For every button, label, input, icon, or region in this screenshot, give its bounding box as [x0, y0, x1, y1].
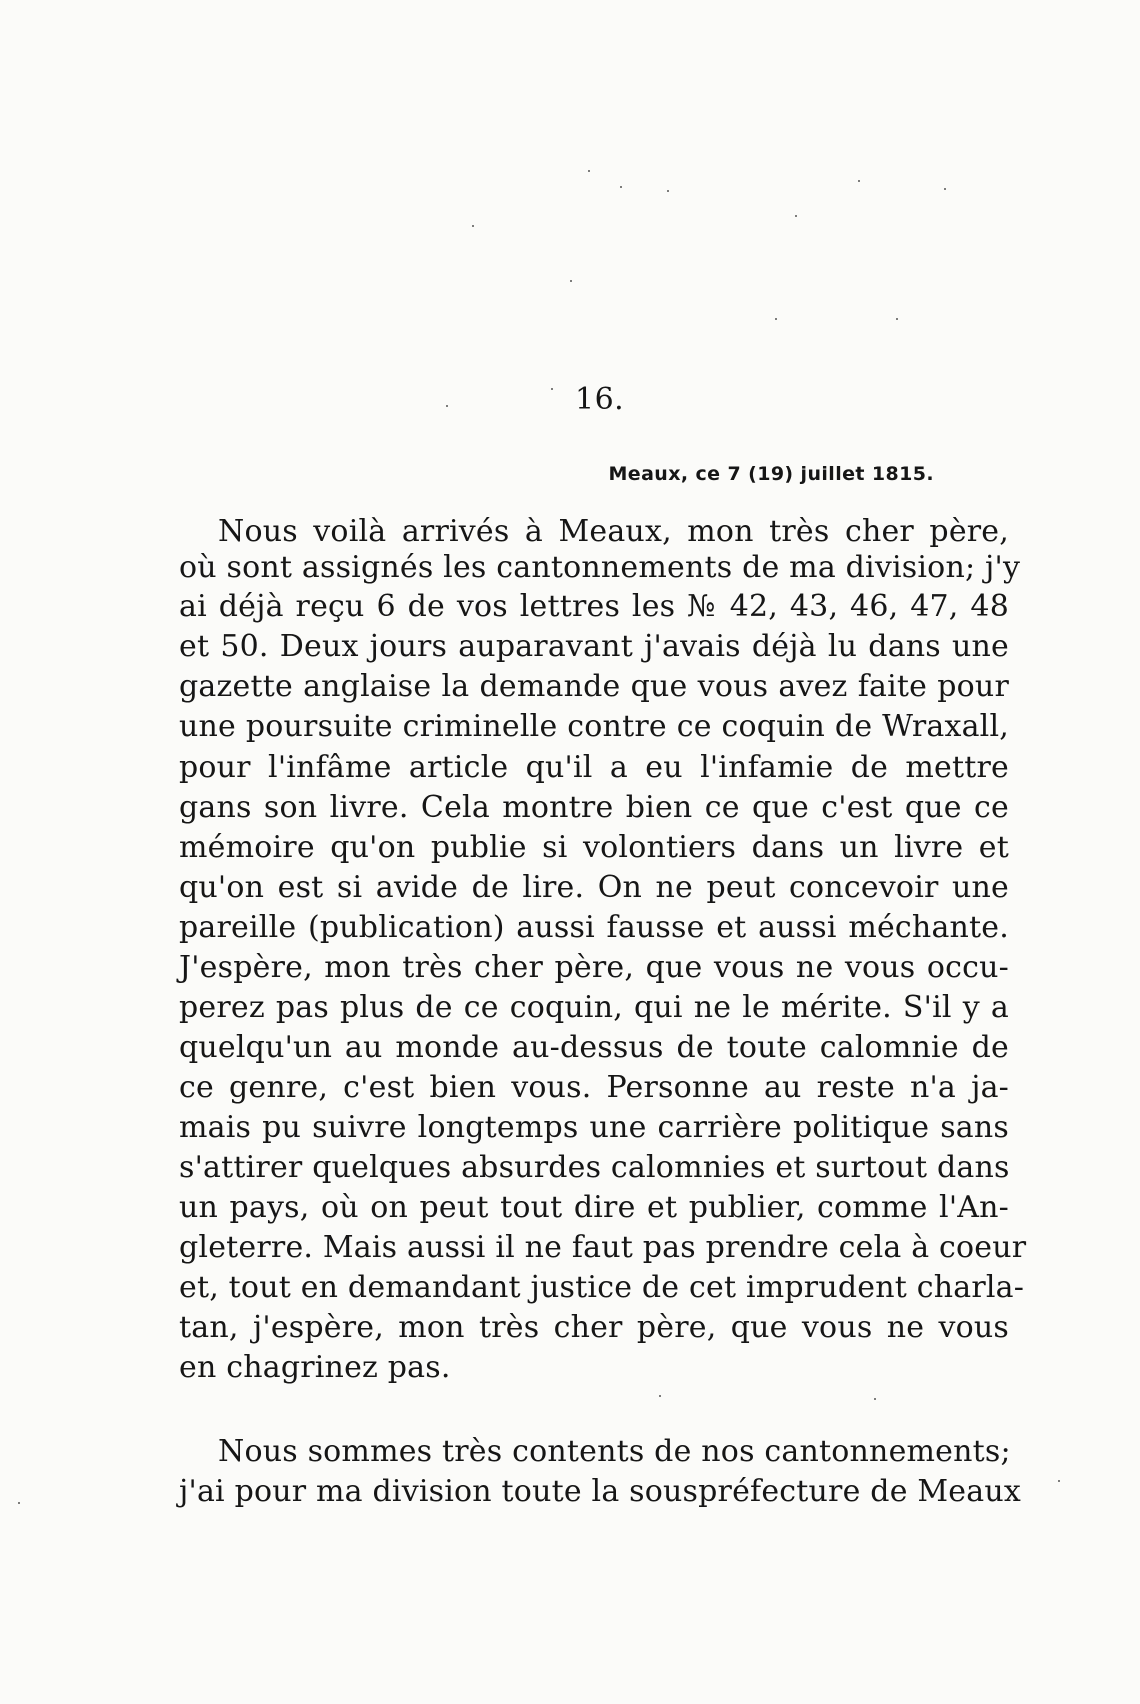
scan-speck	[667, 190, 669, 192]
scan-speck	[1058, 1480, 1060, 1482]
text-line: mémoire qu'on publie si volontiers dans un livre et	[179, 830, 1009, 865]
text-line: ce genre, c'est bien vous. Personne au reste n'a ja-	[179, 1070, 1009, 1105]
text-line: ai déjà reçu 6 de vos lettres les № 42, 43, 46, 47, 48	[179, 589, 1009, 624]
text-line: un pays, où on peut tout dire et publier, comme l'An-	[179, 1190, 1009, 1225]
text-line: Nous voilà arrivés à Meaux, mon très cher père,	[218, 514, 1009, 549]
text-line: qu'on est si avide de lire. On ne peut concevoir une	[179, 870, 1009, 905]
letter-number: 16.	[575, 382, 625, 417]
scan-speck	[659, 1395, 661, 1397]
text-line: en chagrinez pas.	[179, 1350, 451, 1385]
dateline: Meaux, ce 7 (19) juillet 1815.	[608, 463, 934, 485]
text-line: et 50. Deux jours auparavant j'avais déjà lu dans une	[179, 629, 1009, 664]
scan-speck	[795, 215, 797, 217]
text-line: et, tout en demandant justice de cet imprudent charla-	[179, 1270, 1025, 1305]
text-line: pareille (publication) aussi fausse et aussi méchante.	[179, 910, 1009, 945]
scan-speck	[18, 1502, 20, 1504]
text-line: quelqu'un au monde au-dessus de toute calomnie de	[179, 1030, 1009, 1065]
scan-speck	[874, 1398, 876, 1400]
text-line: perez pas plus de ce coquin, qui ne le mérite. S'il y a	[179, 990, 1009, 1025]
text-line: s'attirer quelques absurdes calomnies et surtout dans	[179, 1150, 1010, 1185]
scan-speck	[570, 280, 572, 282]
text-line: J'espère, mon très cher père, que vous ne vous occu-	[179, 950, 1009, 985]
scan-speck	[472, 225, 474, 227]
scan-speck	[551, 388, 553, 390]
text-line: mais pu suivre longtemps une carrière politique sans	[179, 1110, 1009, 1145]
scan-speck	[588, 170, 590, 172]
scan-speck	[775, 318, 777, 320]
scan-speck	[858, 180, 860, 182]
scan-speck	[896, 318, 898, 320]
text-line: où sont assignés les cantonnements de ma division; j'y	[179, 550, 1021, 585]
text-line: gazette anglaise la demande que vous avez faite pour	[179, 669, 1009, 704]
scan-speck	[944, 188, 946, 190]
scan-speck	[620, 186, 622, 188]
text-line: gans son livre. Cela montre bien ce que c'est que ce	[179, 790, 1009, 825]
text-line: gleterre. Mais aussi il ne faut pas prendre cela à coeur	[179, 1230, 1027, 1265]
text-line: tan, j'espère, mon très cher père, que vous ne vous	[179, 1310, 1009, 1345]
text-line: Nous sommes très contents de nos cantonnements;	[218, 1434, 1011, 1469]
scan-speck	[446, 405, 448, 407]
text-line: une poursuite criminelle contre ce coquin de Wraxall,	[179, 709, 1009, 744]
text-line: j'ai pour ma division toute la souspréfecture de Meaux	[179, 1474, 1021, 1509]
text-line: pour l'infâme article qu'il a eu l'infamie de mettre	[179, 750, 1009, 785]
